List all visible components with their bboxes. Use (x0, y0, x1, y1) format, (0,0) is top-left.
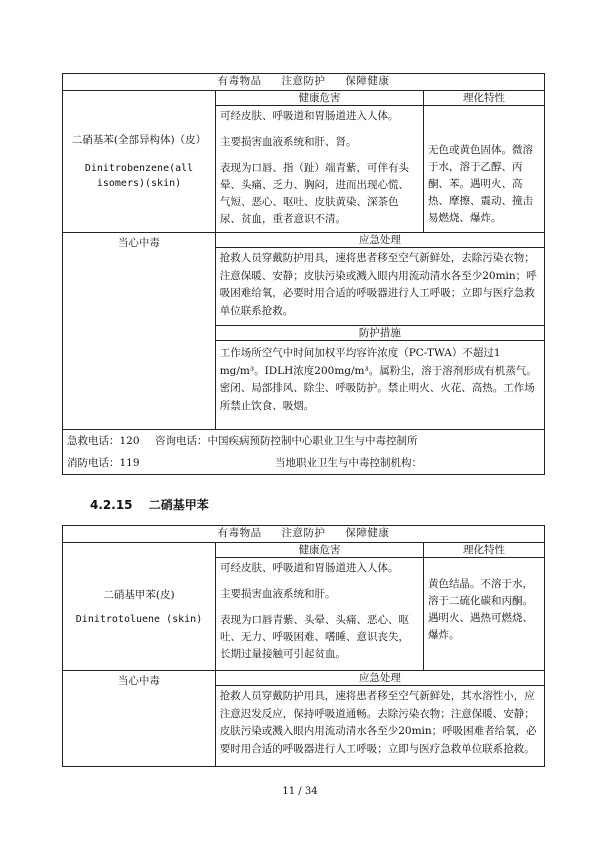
physchem-title: 理化特性 (424, 91, 544, 106)
safety-card-table-1 (62, 73, 545, 475)
beware-cell (63, 671, 215, 766)
response-cell (215, 233, 544, 429)
banner-row (63, 526, 544, 542)
health-hazard-title: 健康危害 (216, 91, 423, 106)
response-cell (215, 671, 544, 766)
local-org: 当地职业卫生与中毒控制机构： (275, 457, 422, 469)
substance-name-cn: 二硝基甲苯(皮) (103, 588, 175, 601)
emergency-title: 应急处理 (216, 233, 544, 248)
emergency-title: 应急处理 (216, 671, 544, 686)
hazard-row (63, 542, 544, 670)
hazard-paragraph: 主要损害血液系统和肝、肾。 (220, 136, 357, 148)
page-number: 11 / 34 (282, 786, 318, 797)
substance-name-cn: 二硝基苯(全部异构体)（皮） (71, 134, 207, 146)
emergency-text: 抢救人员穿戴防护用具，速将患者移至空气新鲜处，去除污染衣物；注意保暖、安静；皮肤污染或溅入眼内用流动清水各至少20min；呼吸困难给氧，必要时用合适的呼吸器进行人工呼吸；立即与医疗急救单位联系抢救。 (216, 248, 544, 326)
section-title: 二硝基甲苯 (148, 498, 209, 512)
physchem-title: 理化特性 (424, 543, 544, 558)
beware-cell (63, 233, 215, 429)
banner-text-1: 有毒物品 (217, 75, 262, 87)
substance-name-en: Dinitrotoluene (skin) (75, 613, 203, 625)
physchem-text: 无色或黄色固体。微溶于水，溶于乙醇、丙酮、苯。遇明火、高热、摩擦、震动、撞击易燃烧、爆炸。 (428, 144, 533, 224)
emergency-phone: 急救电话：120 (67, 435, 140, 447)
section-heading (90, 496, 221, 513)
contact-line-2 (63, 452, 544, 474)
response-row (63, 232, 544, 429)
beware-label: 当心中毒 (117, 675, 160, 687)
hazard-paragraph: 主要损害血液系统和肝。 (220, 588, 336, 600)
protection-title: 防护措施 (216, 326, 544, 341)
hazard-paragraph: 表现为口唇青紫、头晕、头痛、恶心、呕吐、无力、呼吸困难、嗜睡、意识丧失，长期过量接触可引起贫血。 (220, 614, 409, 660)
hazard-paragraph: 可经皮肤、呼吸道和胃肠道进入人体。 (220, 110, 399, 122)
beware-label: 当心中毒 (117, 237, 160, 249)
hazard-paragraph: 可经皮肤、呼吸道和胃肠道进入人体。 (220, 562, 399, 574)
banner-text-1: 有毒物品 (217, 527, 262, 539)
safety-card-table-2 (62, 525, 545, 767)
emergency-text: 抢救人员穿戴防护用具，速将患者移至空气新鲜处，其水溶性小，应注意迟发反应，保持呼吸道通畅。去除污染衣物；注意保暖、安静；皮肤污染或溅入眼内用流动清水各至少20min；呼吸困难者给氧，必要时用合适的呼吸器进行人工呼吸；立即与医疗急救单位联系抢救。 (219, 690, 537, 755)
contact-row (63, 429, 544, 474)
section-number: 4.2.15 (90, 498, 133, 512)
consult-phone: 咨询电话：中国疾病预防控制中心职业卫生与中毒控制所 (155, 435, 418, 447)
banner-text-3: 保障健康 (345, 527, 390, 539)
banner-row (63, 74, 544, 90)
health-hazard-cell (215, 543, 423, 670)
physchem-text: 黄色结晶。不溶于水，溶于二硫化碳和丙酮。遇明火、遇热可燃烧、爆炸。 (428, 578, 533, 641)
banner-text-3: 保障健康 (345, 75, 390, 87)
hazard-paragraph: 表现为口唇、指（趾）端青紫，可伴有头晕、头痛、乏力、胸闷，进而出现心慌、气短、恶心、呕吐、皮肤黄染、深茶色尿、贫血，重者意识不清。 (220, 162, 409, 225)
response-row (63, 670, 544, 766)
hazard-row (63, 90, 544, 232)
physchem-cell (423, 91, 544, 232)
protection-text: 工作场所空气中时间加权平均容许浓度（PC-TWA）不超过1 mg/m³。IDLH浓度200mg/m³。属粉尘，溶于溶剂形成有机蒸气。密闭、局部排风、除尘、呼吸防护。禁止明火、火花、高热。工作场所禁止饮食、吸烟。 (219, 347, 537, 412)
banner-text-2: 注意防护 (281, 75, 326, 87)
substance-name-en: Dinitrobenzene(all isomers)(skin) (84, 163, 194, 189)
health-hazard-cell (215, 91, 423, 232)
health-hazard-title: 健康危害 (216, 543, 423, 558)
substance-name-cell (63, 543, 215, 670)
contact-line-1 (63, 430, 544, 452)
fire-phone: 消防电话：119 (67, 457, 140, 469)
physchem-cell (423, 543, 544, 670)
substance-name-cell (63, 91, 215, 232)
banner-text-2: 注意防护 (281, 527, 326, 539)
